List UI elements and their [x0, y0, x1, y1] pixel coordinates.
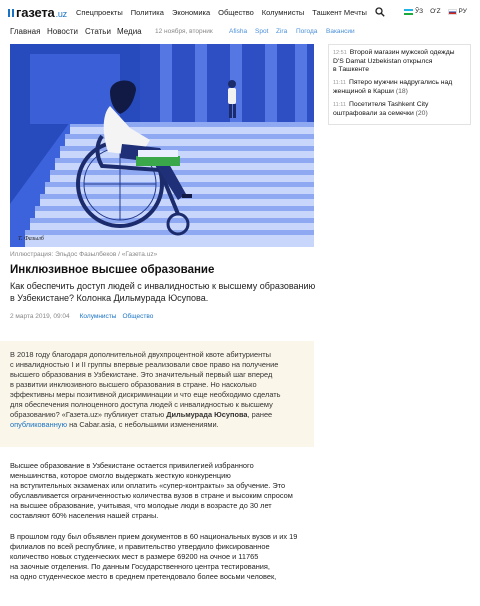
logo-text: газета: [16, 5, 55, 20]
published-link[interactable]: опубликованную: [10, 420, 68, 429]
language-switcher: [404, 8, 474, 15]
article-intro-callout: В 2018 году благодаря дополнительной двухпроцентной квоте абитуриенты с инвалидностью I и II группы впервые реализовали свое право на получение высшего образования в Узбекистане. Это значительный первый шаг вперед в развитии инклюзивного высшего образования в стране. Но насколько эффективны меры позитивной дискриминации и что еще необходимо сделать для обеспечения полноценного доступа людей с инвалидностью к высшему образованию? «Газета.uz» публикует статью Дильмурада Юсупова, ранее опубликованную на Cabar.asia, с небольшими изменениями.: [0, 341, 314, 447]
news-item[interactable]: 12:51 Второй магазин мужской одежды D'S Damat Uzbekistan открылся в Ташкенте: [333, 49, 455, 73]
tag-columnists[interactable]: Колумнисты: [79, 313, 117, 320]
logo-mark-icon: [8, 9, 14, 17]
article-lead: Как обеспечить доступ людей с инвалидностью к высшему образованию в Узбекистане? Колонка Дильмурада Юсупова.: [10, 281, 316, 303]
site-logo[interactable]: [8, 5, 67, 20]
ext-link-spot[interactable]: Spot: [255, 28, 269, 35]
article-meta: [10, 313, 153, 320]
nav-item-politics[interactable]: Политика: [130, 8, 164, 17]
ext-link-jobs[interactable]: Вакансии: [326, 28, 355, 35]
svg-text:Т. Фазылб: Т. Фазылб: [18, 236, 44, 242]
image-caption: Иллюстрация: Эльдос Фазылбеков / «Газета.uz»: [10, 251, 158, 258]
nav-item-economy[interactable]: Экономика: [171, 8, 211, 17]
nav-item-special[interactable]: Спецпроекты: [76, 8, 123, 17]
nav-item-columnists[interactable]: Колумнисты: [261, 8, 305, 17]
ext-link-weather[interactable]: Погода: [296, 28, 318, 35]
nav-item-society[interactable]: Общество: [218, 8, 254, 17]
section-nav: [0, 26, 480, 40]
logo-suffix: .uz: [55, 8, 67, 19]
source-site: Cabar.asia: [79, 420, 115, 429]
lang-ru[interactable]: РУ: [448, 8, 467, 15]
article-illustration: [10, 44, 314, 247]
ru-flag-icon: [448, 9, 457, 15]
lang-uz-latin[interactable]: O‘Z: [430, 8, 441, 15]
article-date: 2 марта 2019, 09:04: [10, 313, 70, 320]
comment-count: (18): [395, 87, 408, 95]
main-nav: [76, 8, 375, 17]
section-articles[interactable]: Статьи: [85, 27, 111, 36]
ext-link-afisha[interactable]: Afisha: [229, 28, 248, 35]
tag-society[interactable]: Общество: [122, 313, 154, 320]
news-feed-sidebar: [328, 44, 471, 125]
article-paragraph-2: В прошлом году был объявлен прием документов в 60 национальных вузов и их 19 филиалов по всей республике, и правительство утвердило фиксированное количество новых студенческих мест в размере 69200 на очное и 11765 на заочные отделения. По данным Государственного центра тестирования, на одно студенческое место в среднем претендовало более восьми человек,: [10, 532, 298, 581]
current-date: 12 ноября, вторник: [155, 28, 213, 35]
article-paragraph-1: Высшее образование в Узбекистане остается привилегией избранного меньшинства, которое смогло выдержать жесткую конкуренцию на вступительных экзаменах или оплатить «супер-контракты» за обучение. Это обуславливается ограниченностью количества вузов в стране и высоким спросом на высшее образование, учитывая, что молодые люди в возрасте до 30 лет составляют 60% населения нашей страны.: [10, 461, 293, 520]
author-name: Дильмурада Юсупова: [166, 410, 248, 419]
nav-item-tashkent-dreams[interactable]: Ташкент Мечты: [312, 8, 367, 17]
uz-flag-icon: [404, 9, 413, 15]
section-home[interactable]: Главная: [10, 27, 41, 36]
comment-count: (20): [415, 109, 428, 117]
article-title: Инклюзивное высшее образование: [10, 264, 215, 276]
page-bottom-edge: [0, 596, 480, 606]
section-media[interactable]: Медиа: [117, 27, 142, 36]
ext-link-zira[interactable]: Zira: [276, 28, 288, 35]
section-news[interactable]: Новости: [47, 27, 78, 36]
search-icon[interactable]: [375, 7, 385, 17]
lang-uz-cyrillic[interactable]: ЎЗ: [404, 8, 423, 15]
news-item[interactable]: 11:11 Посетителя Tashkent City оштрафовали за семечки (20): [333, 101, 429, 117]
top-header: [0, 0, 480, 26]
news-item[interactable]: 11:11 Пятеро мужчин надругались над женщиной в Карши (18): [333, 79, 453, 95]
